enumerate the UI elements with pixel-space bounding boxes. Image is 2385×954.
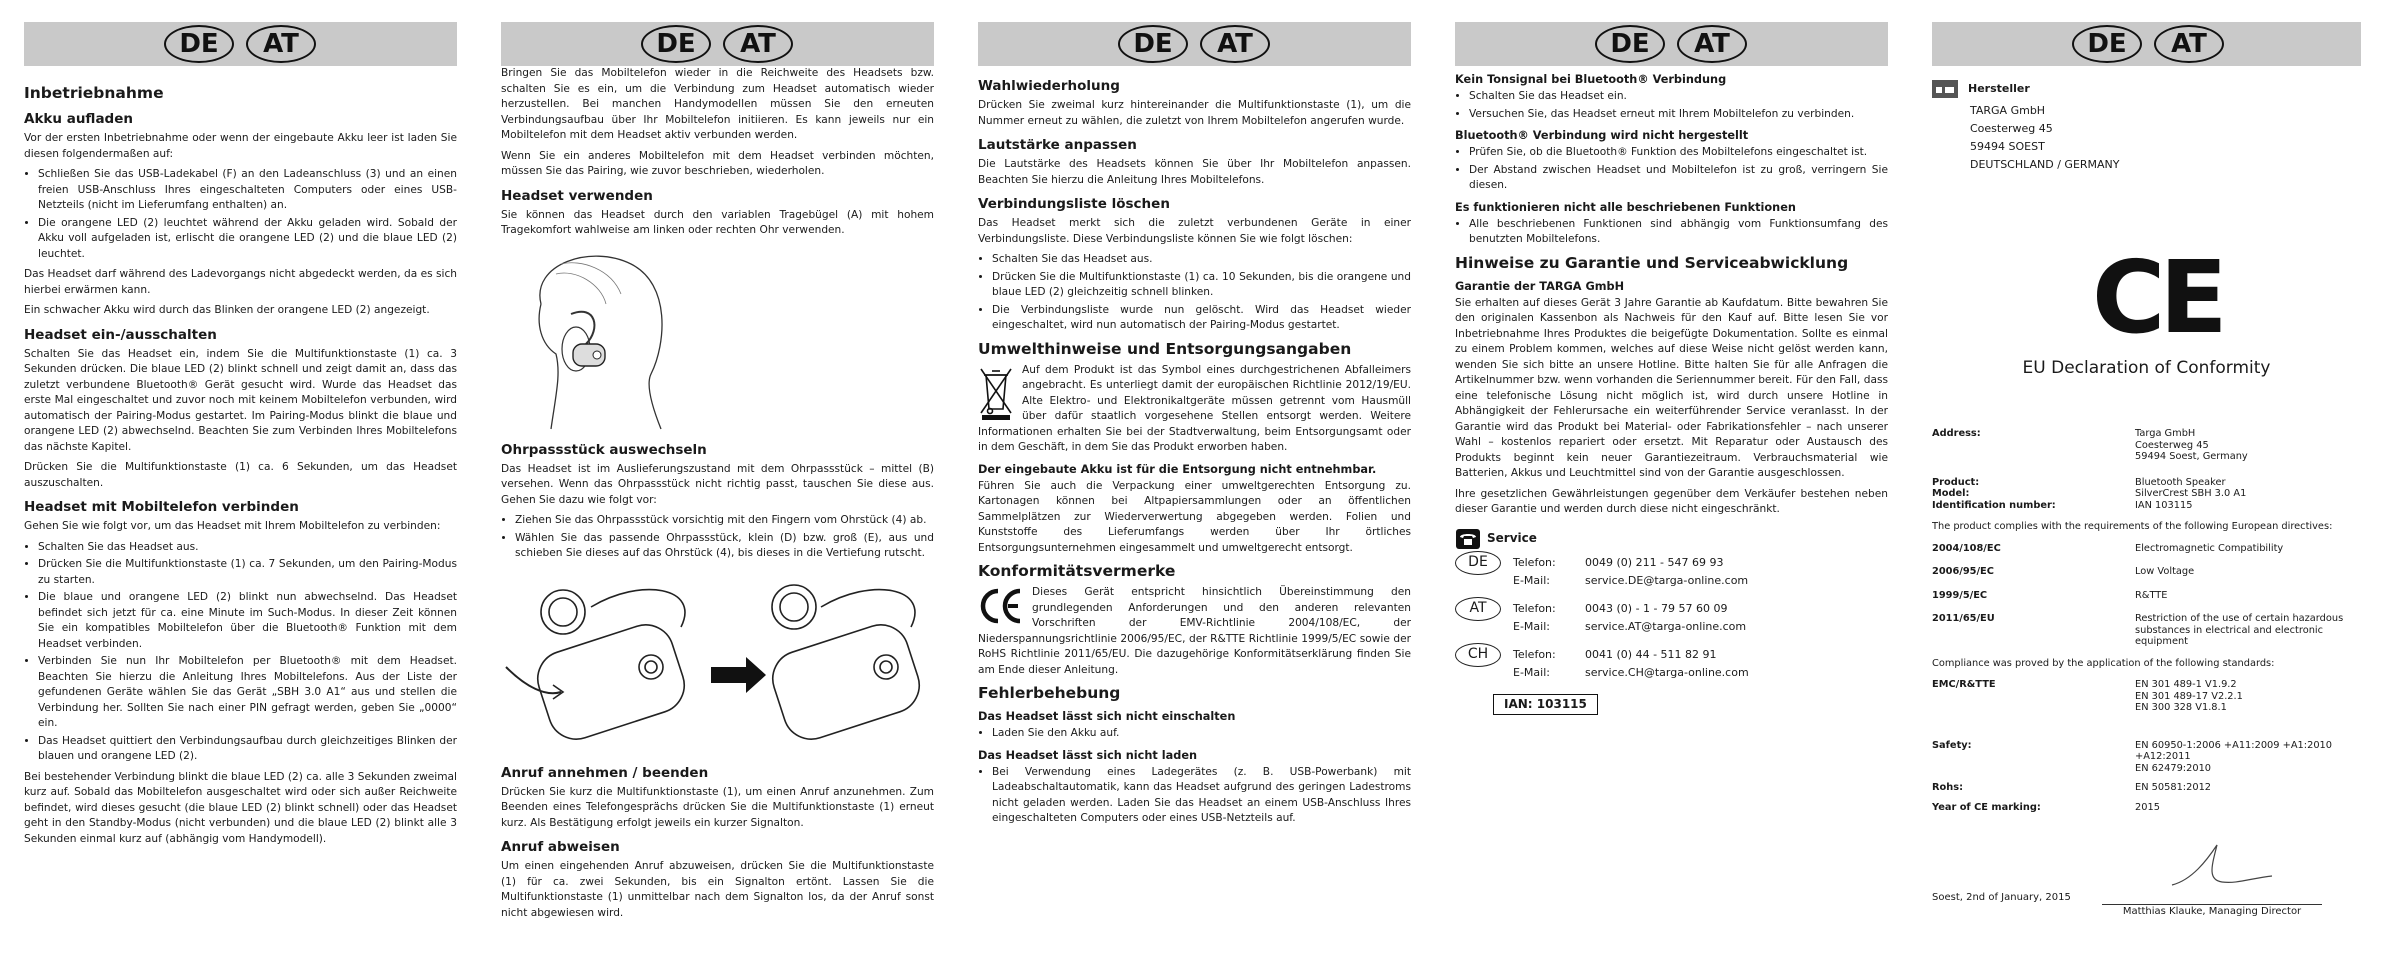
bullet-list (978, 765, 1411, 827)
section-subtitle: Garantie der TARGA GmbH (1455, 279, 1625, 293)
page-3-body (978, 70, 1411, 832)
section-title: Headset mit Mobiltelefon verbinden (24, 499, 299, 515)
phone-label: Telefon: (1513, 601, 1556, 615)
standard-group: Safety: (1932, 739, 1972, 751)
bullet-list (501, 513, 934, 562)
section-title: Wahlwiederholung (978, 78, 1120, 94)
phone-number: 0043 (0) - 1 - 79 57 60 09 (1585, 601, 1728, 615)
signature-line (2102, 904, 2322, 905)
directive-code: 2011/65/EU (1932, 613, 1995, 624)
page-header (501, 22, 934, 66)
directive-name: Restriction of the use of certain hazardous substances in electrical and electronic equipment (2135, 613, 2344, 647)
standard-group: Rohs: (1932, 782, 1963, 793)
field-value: 59494 Soest, Germany (2135, 451, 2248, 462)
section-subtitle: Kein Tonsignal bei Bluetooth® Verbindung (1455, 73, 1727, 86)
list-item: • Versuchen Sie, das Headset erneut mit Ihrem Mobiltelefon zu verbinden. (1469, 107, 1888, 123)
directive-code: 2006/95/EC (1932, 566, 1994, 577)
section-title: Ohrpassstück auswechseln (501, 441, 707, 458)
phone-number: 0041 (0) 44 - 511 82 91 (1585, 647, 1717, 661)
weee-paragraph (978, 363, 1411, 456)
section-title: Anruf annehmen / beenden (501, 764, 709, 781)
email-link[interactable]: service.CH@targa-online.com (1585, 665, 1749, 679)
paragraph: Vor der ersten Inbetriebnahme oder wenn der eingebaute Akku leer ist laden Sie diesen folgendermaßen auf: (24, 132, 457, 160)
paragraph: Auf dem Produkt ist das Symbol eines durchgestrichenen Abfalleimers angebracht. Es unterliegt damit der europäischen Richtlinie 2012/19/EU. Alte Elektro- und Elektronikaltgeräte müssen getrennt vom Hausmüll über dafür staatlich vorgesehene Stellen entsorgt werden. Weitere Informationen erhalten Sie bei der Stadtverwaltung, beim Entsorgungsamt oder in dem Geschäft, in dem Sie das Produkt erworben haben. (978, 363, 1411, 453)
standard-value: EN 50581:2012 (2135, 782, 2212, 793)
paragraph: Dieses Gerät entspricht hinsichtlich Übereinstimmung den grundlegenden Anforderungen und den anderen relevanten Vorschriften der EMV-Richtlinie 2004/108/EC, der Niederspannungsrichtlinie 2006/95/EC, der R&TTE Richtlinie 1999/5/EC sowie der RoHS Richtlinie 2011/65/EU. Die dazugehörige Konformitätserklärung finden Sie am Ende dieser Anleitung. (978, 586, 1411, 676)
email-link[interactable]: service.DE@targa-online.com (1585, 573, 1749, 587)
list-item: • Die blaue und orangene LED (2) blinkt nun abwechselnd. Das Headset befindet sich jetzt für ca. eine Minute im Such-Modus. In dieser Zeit können Sie ein kompatibles Mobiltelefon über die Bluetooth® Funktion mit dem Headset verbinden. (38, 590, 457, 652)
phone-label: Telefon: (1513, 555, 1556, 569)
directive-code: 1999/5/EC (1932, 589, 1988, 601)
section-title: Fehlerbehebung (978, 684, 1121, 702)
paragraph: Gehen Sie wie folgt vor, um das Headset mit Ihrem Mobiltelefon zu verbinden: (24, 520, 441, 532)
paragraph: Wenn Sie ein anderes Mobiltelefon mit dem Headset verbinden möchten, müssen Sie das Pairing, wie zuvor beschrieben, wiederholen. (501, 149, 934, 177)
page-header (1455, 22, 1888, 66)
signer-name: Matthias Klauke, Managing Director (2122, 906, 2302, 917)
service-at (1455, 600, 1888, 636)
country-badge-at: AT (2154, 25, 2224, 63)
section-title: Headset ein-/ausschalten (24, 326, 217, 343)
section-title: Umwelthinweise und Entsorgungsangaben (978, 339, 1352, 358)
paragraph: Drücken Sie kurz die Multifunktionstaste (1), um einen Anruf anzunehmen. Zum Beenden eines Telefongesprächs drücken Sie die Multifunktionstaste (1) erneut kurz. Als Bestätigung erfolgt jeweils ein kurzer Signalton. (501, 785, 934, 829)
country-badge-at: AT (1455, 597, 1501, 621)
service-ch (1455, 646, 1888, 682)
country-badge-de: DE (164, 25, 234, 63)
paragraph: Das Headset darf während des Ladevorgangs nicht abgedeckt werden, da es sich hierbei erwärmen kann. (24, 268, 457, 296)
list-item: • Ziehen Sie das Ohrpassstück vorsichtig mit den Fingern vom Ohrstück (4) ab. (515, 513, 934, 529)
paragraph: Sie erhalten auf dieses Gerät 3 Jahre Garantie ab Kaufdatum. Bitte bewahren Sie den originalen Kassenbon als Nachweis für den Kauf auf. Bitte lesen Sie vor Inbetriebnahme Ihres Produktes die beigefügte Dokumentation. Sollte es einmal zu einem Problem kommen, welches auf diese Weise nicht gelöst werden kann, wenden Sie sich bitte an unsere Hotline. Bitte halten Sie für alle Anfragen die Artikelnummer bzw. wenn vorhanden die Seriennummer bereit. Für den Fall, dass eine telefonische Lösung nicht möglich ist, wird durch unsere Hotline in Abhängigkeit der Fehlerursache ein weiterführender Service veranlasst. In der Garantie wird das Produkt bei Material- oder Fabrikationsfehler – nach unserer Wahl – kostenlos repariert oder ersetzt. Mit Reparatur oder Austausch des Produkts beginnt kein neuer Garantiezeitraum. Verbrauchsmaterial wie Batterien, Akkus und Leuchtmittel sind von der Garantie ausgeschlossen. (1455, 296, 1888, 479)
page-4 (1455, 0, 1888, 954)
standard-value: EN 301 489-17 V2.2.1 (2135, 690, 2243, 702)
page-header (1932, 22, 2361, 66)
country-badge-at: AT (723, 25, 793, 63)
country-badge-de: DE (1118, 25, 1188, 63)
section-title: Konformitätsvermerke (978, 562, 1176, 580)
service-heading (1455, 528, 1888, 550)
country-badge-at: AT (246, 25, 316, 63)
phone-number: 0049 (0) 211 - 547 69 93 (1585, 555, 1724, 569)
directives-intro: The product complies with the requirements of the following European directives: (1932, 521, 2333, 532)
manufacturer-title: Hersteller (1968, 82, 2030, 95)
section-title: Anruf abweisen (501, 839, 620, 855)
field-value: IAN 103115 (2135, 499, 2193, 511)
directive-name: R&TTE (2135, 589, 2168, 601)
service-title: Service (1487, 530, 1537, 545)
list-item: • Drücken Sie die Multifunktionstaste (1) ca. 7 Sekunden, um den Pairing-Modus zu starten. (38, 557, 457, 588)
field-value: Bluetooth Speaker (2135, 476, 2226, 488)
bullet-list (1455, 89, 1888, 122)
bullet-list (1455, 145, 1888, 194)
paragraph: Schalten Sie das Headset ein, indem Sie die Multifunktionstaste (1) ca. 3 Sekunden drücken. Die blaue LED (2) blinkt schnell und zeigt damit an, dass das zuletzt verbundene Bluetooth® Gerät gesucht wird. Wurde das Headset das erste Mal eingeschaltet und zuvor noch mit keinem Mobiltelefon verbunden, wird automatisch der Pairing-Modus gestartet. Im Pairing-Modus blinkt die blaue und orangene LED (2) abwechselnd. Beachten Sie zum Verbinden Ihres Mobiltelefons das nächste Kapitel. (24, 347, 457, 453)
country-badge-at: AT (1677, 25, 1747, 63)
email-label: E-Mail: (1513, 573, 1550, 587)
bullet-list (24, 540, 457, 765)
page-1 (24, 0, 457, 954)
paragraph: Drücken Sie zweimal kurz hintereinander die Multifunktionstaste (1), um die Nummer erneut zu wählen, die zuletzt von Ihrem Mobiltelefon angerufen wurde. (978, 99, 1411, 127)
address-line: 59494 SOEST (1970, 140, 2045, 153)
list-item: • Schalten Sie das Headset aus. (38, 540, 457, 556)
standards-intro: Compliance was proved by the application of the following standards: (1932, 657, 2275, 669)
field-value: SilverCrest SBH 3.0 A1 (2135, 488, 2247, 499)
list-item: • Schalten Sie das Headset ein. (1469, 89, 1888, 105)
address-line: Coesterweg 45 (1970, 122, 2053, 135)
declaration (1932, 428, 2361, 813)
standard-value: EN 301 489-1 V1.9.2 (2135, 679, 2237, 690)
signature-image (2162, 840, 2282, 900)
standard-value: +A12:2011 (2135, 751, 2191, 762)
bullet-list (24, 167, 457, 262)
ce-mark: CE (2092, 239, 2222, 356)
conformity-paragraph (978, 585, 1411, 678)
page-header (24, 22, 457, 66)
directive-name: Low Voltage (2135, 566, 2195, 577)
bullet-list (978, 726, 1411, 742)
section-title: Verbindungsliste löschen (978, 196, 1170, 212)
list-item: • Drücken Sie die Multifunktionstaste (1) ca. 10 Sekunden, bis die orangene und blaue LED (2) gleichzeitig schnell blinken. (992, 270, 1411, 301)
standard-group: EMC/R&TTE (1932, 679, 1996, 690)
address-line: TARGA GmbH (1970, 104, 2046, 117)
standard-value: 2015 (2135, 801, 2160, 813)
country-badge-de: DE (1595, 25, 1665, 63)
country-badge-de: DE (1455, 551, 1501, 575)
standard-value: EN 62479:2010 (2135, 762, 2212, 774)
ian-box: IAN: 103115 (1493, 694, 1598, 716)
section-title: Lautstärke anpassen (978, 137, 1137, 153)
head-with-headset-illustration (501, 244, 701, 434)
field-label: Model: (1932, 488, 1970, 499)
field-label: Product: (1932, 476, 1980, 488)
list-item: • Die orangene LED (2) leuchtet während der Akku geladen wird. Sobald der Akku voll aufgeladen ist, erlischt die orangene LED (2) und die blaue LED (2) leuchtet. (38, 216, 457, 263)
directive-name: Electromagnetic Compatibility (2135, 542, 2284, 554)
crossed-bin-icon (978, 365, 1014, 421)
page-1-body (24, 78, 457, 852)
country-badge-de: DE (2072, 25, 2142, 63)
list-item: • Das Headset quittiert den Verbindungsaufbau durch gleichzeitiges Blinken der blauen und orangene LED (2). (38, 734, 457, 765)
factory-icon (1932, 80, 1958, 98)
page-3 (978, 0, 1411, 954)
paragraph: Die Lautstärke des Headsets können Sie über Ihr Mobiltelefon anpassen. Beachten Sie hierzu die Anleitung Ihres Mobiltelefons. (978, 158, 1411, 186)
paragraph: Um einen eingehenden Anruf abzuweisen, drücken Sie die Multifunktionstaste (1) für ca. zwei Sekunden, bis ein Signalton ertönt. Lassen Sie die Multifunktionstaste (1) unmittelbar nach dem Signalton los, da der Anruf sonst nicht abgewiesen wird. (501, 860, 934, 919)
declaration-title: EU Declaration of Conformity (2022, 358, 2271, 378)
section-title: Inbetriebnahme (24, 84, 164, 102)
section-subtitle: Der eingebaute Akku ist für die Entsorgung nicht entnehmbar. (978, 462, 1377, 476)
address-line: DEUTSCHLAND / GERMANY (1970, 158, 2120, 171)
field-label: Address: (1932, 428, 1981, 439)
manufacturer-block (1932, 80, 2120, 174)
directive-code: 2004/108/EC (1932, 542, 2001, 554)
country-badge-at: AT (1200, 25, 1270, 63)
country-badge-ch: CH (1455, 643, 1501, 667)
standard-group: Year of CE marking: (1932, 801, 2041, 813)
section-title: Hinweise zu Garantie und Serviceabwicklung (1455, 253, 1849, 272)
list-item: • Schließen Sie das USB-Ladekabel (F) an den Ladeanschluss (3) und an einen freien USB-Anschluss Ihres eingeschalteten Computers oder eines USB-Netzteils (nicht im Lieferumfang enthalten) an. (38, 167, 457, 214)
list-item: • Prüfen Sie, ob die Bluetooth® Funktion des Mobiltelefons eingeschaltet ist. (1469, 145, 1888, 161)
paragraph: Ein schwacher Akku wird durch das Blinken der orangene LED (2) angezeigt. (24, 304, 430, 316)
section-subtitle: Es funktionieren nicht alle beschriebenen Funktionen (1455, 200, 1796, 214)
page-2 (501, 0, 934, 954)
ce-mark-icon (978, 587, 1024, 625)
list-item: • Die Verbindungsliste wurde nun gelöscht. Wird das Headset wieder eingeschaltet, wird nun automatisch der Pairing-Modus gestartet. (992, 303, 1411, 334)
section-title: Akku aufladen (24, 111, 133, 127)
email-label: E-Mail: (1513, 665, 1550, 679)
service-de (1455, 554, 1888, 590)
list-item: • Wählen Sie das passende Ohrpassstück, klein (D) bzw. groß (E), aus und schieben Sie dieses auf das Ohrstück (4), bis dieses in die Vertiefung rutscht. (515, 531, 934, 562)
list-item: • Der Abstand zwischen Headset und Mobiltelefon ist zu groß, verringern Sie diesen. (1469, 163, 1888, 194)
standard-value: EN 60950-1:2006 +A11:2009 +A1:2010 (2135, 739, 2333, 751)
paragraph: Ihre gesetzlichen Gewährleistungen gegenüber dem Verkäufer bestehen neben dieser Garantie und werden durch diese nicht eingeschränkt. (1455, 487, 1888, 515)
field-label: Identification number: (1932, 499, 2056, 511)
page-4-body (1455, 66, 1888, 715)
paragraph: Bei bestehender Verbindung blinkt die blaue LED (2) ca. alle 3 Sekunden zweimal kurz auf. Sobald das Mobiltelefon ausgeschaltet wird oder sich außer Reichweite befindet, wird dieses gesucht (die blaue LED (2) blinkt schnell) oder das Headset geht in den Standby-Modus (nicht verbunden) und die blaue LED (2) blinkt alle 3 Sekunden einmal kurz auf (abhängig vom Handymodell). (24, 770, 457, 845)
standard-value: EN 300 328 V1.8.1 (2135, 702, 2227, 713)
country-badge-de: DE (641, 25, 711, 63)
paragraph: Sie können das Headset durch den variablen Tragebügel (A) mit hohem Tragekomfort wahlweise am linken oder rechten Ohr verwenden. (501, 208, 934, 236)
page-header (978, 22, 1411, 66)
list-item: • Laden Sie den Akku auf. (992, 726, 1411, 742)
paragraph: Das Headset ist im Auslieferungszustand mit dem Ohrpassstück – mittel (B) versehen. Wenn das Ohrpassstück nicht richtig passt, tauschen Sie diese aus. Gehen Sie dazu wie folgt vor: (501, 462, 934, 506)
list-item: • Alle beschriebenen Funktionen sind abhängig vom Funktionsumfang des benutzten Mobiltelefons. (1469, 217, 1888, 248)
paragraph: Bringen Sie das Mobiltelefon wieder in die Reichweite des Headsets bzw. schalten Sie es ein, um die Verbindung zum Headset automatisch wieder herzustellen. Bei manchen Handymodellen müssen Sie den erneuten Verbindungsaufbau über Ihr Mobiltelefon initiieren. Es kann jeweils nur ein Mobiltelefon mit dem Headset aktiv verbunden werden. (501, 67, 934, 141)
email-label: E-Mail: (1513, 619, 1550, 633)
section-title: Headset verwenden (501, 187, 653, 204)
section-subtitle: Das Headset lässt sich nicht einschalten (978, 710, 1236, 723)
list-item: • Schalten Sie das Headset aus. (992, 252, 1411, 268)
field-value: Coesterweg 45 (2135, 439, 2209, 451)
telephone-icon (1455, 528, 1481, 550)
paragraph: Führen Sie auch die Verpackung einer umweltgerechten Entsorgung zu. Kartonagen können bei Altpapiersammlungen oder an öffentlichen Sammelplätzen zur Wiederverwertung abgegeben werden. Folien und Kunststoffe des Lieferumfangs werden über Ihr örtliches Entsorgungsunternehmen eingesammelt und umweltgerecht entsorgt. (978, 479, 1411, 554)
section-subtitle: Das Headset lässt sich nicht laden (978, 748, 1198, 762)
paragraph: Drücken Sie die Multifunktionstaste (1) ca. 6 Sekunden, um das Headset auszuschalten. (24, 461, 457, 489)
field-value: Targa GmbH (2135, 428, 2196, 439)
list-item: • Bei Verwendung eines Ladegerätes (z. B. USB-Powerbank) mit Ladeabschaltautomatik, kann das Headset aufgrund des geringen Ladestroms nicht geladen werden. Laden Sie das Headset an einem USB-Anschluss Ihres eingeschalteten Computers oder eines USB-Netzteils auf. (992, 765, 1411, 827)
bullet-list (1455, 217, 1888, 248)
signing-place-date: Soest, 2nd of January, 2015 (1932, 892, 2071, 903)
paragraph: Das Headset merkt sich die zuletzt verbundenen Geräte in einer Verbindungsliste. Diese Verbindungsliste können Sie wie folgt löschen: (978, 217, 1411, 245)
earpiece-change-illustration (501, 567, 934, 757)
email-link[interactable]: service.AT@targa-online.com (1585, 619, 1747, 633)
page-2-body (501, 66, 934, 926)
phone-label: Telefon: (1513, 647, 1556, 661)
page-5 (1932, 0, 2361, 954)
section-subtitle: Bluetooth® Verbindung wird nicht hergestellt (1455, 129, 1749, 142)
bullet-list (978, 252, 1411, 334)
list-item: • Verbinden Sie nun Ihr Mobiltelefon per Bluetooth® mit dem Headset. Beachten Sie hierzu die Anleitung Ihres Mobiltelefons. Aus der Liste der gefundenen Geräte wählen Sie das Gerät „SBH 3.0 A1“ aus und stellen die Verbindung her. Sollten Sie nach einer PIN gefragt werden, geben Sie „0000“ ein. (38, 654, 457, 732)
